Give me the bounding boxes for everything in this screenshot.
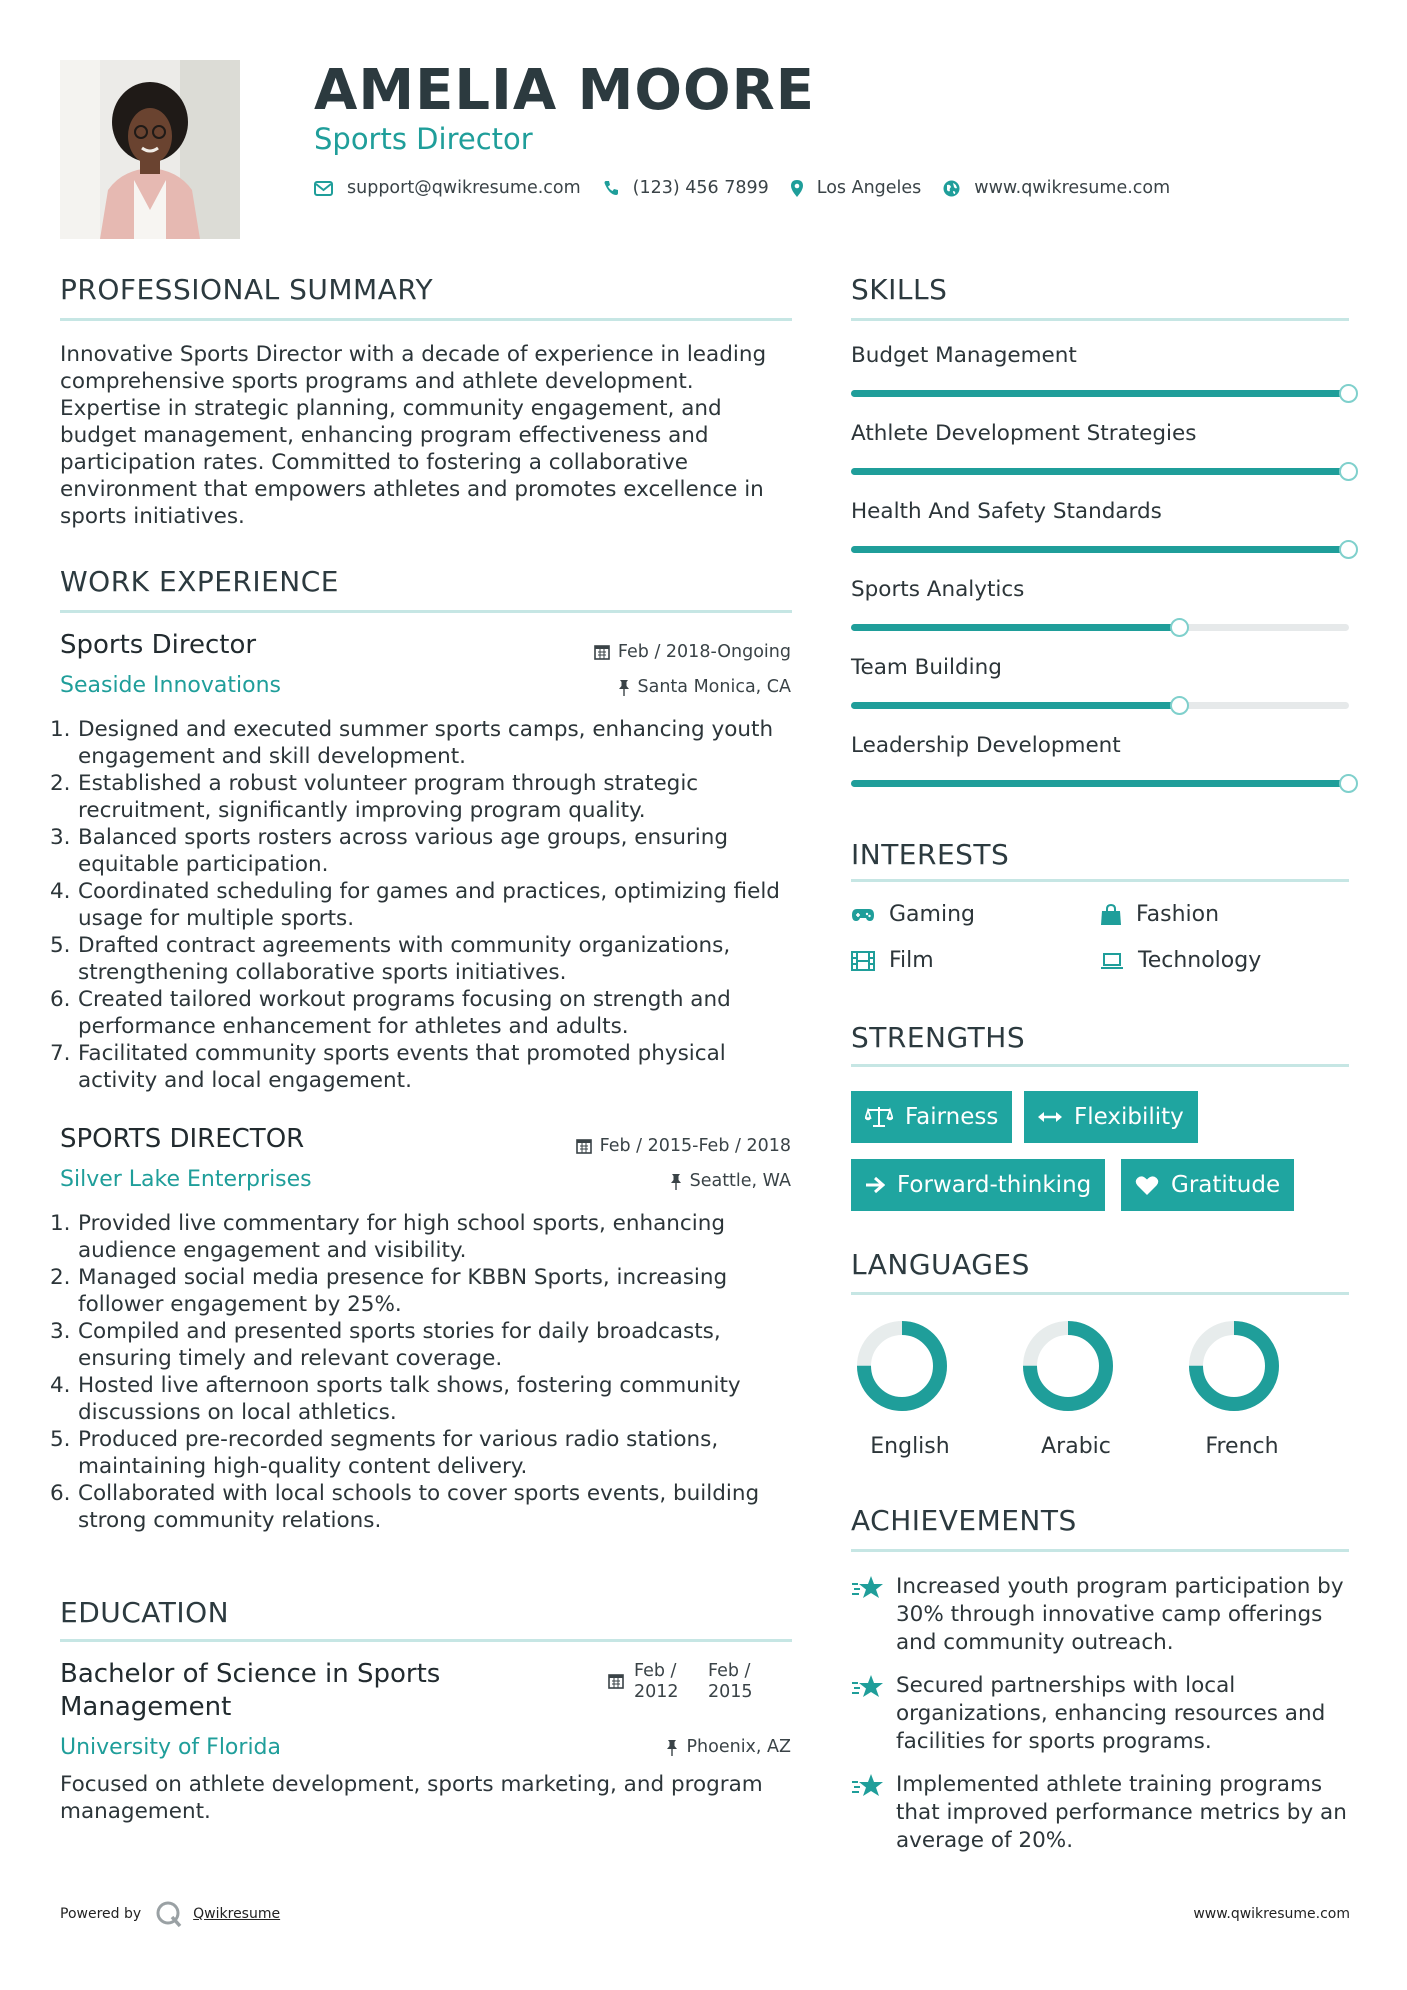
skill-bar-knob <box>1339 774 1358 793</box>
qwikresume-logo-icon <box>155 1900 183 1928</box>
company-name: Silver Lake Enterprises <box>60 1167 312 1192</box>
edu-location <box>666 1737 791 1757</box>
language-label: Arabic <box>1041 1434 1111 1459</box>
skill-bar-knob <box>1339 462 1358 481</box>
skill-bar-knob <box>1170 696 1189 715</box>
interest-label: Fashion <box>1136 902 1220 927</box>
list-item: 4. Coordinated scheduling for games and practices, optimizing field usage for multiple sports. <box>50 879 780 931</box>
company-name: Seaside Innovations <box>60 673 281 698</box>
calendar-icon <box>594 644 610 660</box>
edu-location-text: Phoenix, AZ <box>686 1737 791 1757</box>
achievement-item <box>851 1573 1361 1657</box>
contact-phone[interactable] <box>603 178 769 198</box>
bullet-text: Balanced sports rosters across various age groups, ensuring equitable participation. <box>78 825 729 877</box>
interest-item <box>851 902 975 927</box>
interest-label: Technology <box>1138 948 1262 973</box>
job-location-text: Santa Monica, CA <box>637 677 791 697</box>
job-date <box>576 1136 791 1156</box>
powered-by-text: Powered by <box>60 1906 142 1922</box>
phone-icon <box>603 180 619 196</box>
summary-heading: PROFESSIONAL SUMMARY <box>60 273 434 306</box>
summary-text: Innovative Sports Director with a decade of experience in leading comprehensive sports programs and athlete development. Expertise in strategic planning, community engagement, and budget management, enhancing program effectiveness and participation rates. Committed to fostering a collaborative environment that empowers athletes and promotes excellence in sports initiatives. <box>60 342 767 529</box>
job-date <box>594 642 791 662</box>
school-name: University of Florida <box>60 1735 281 1760</box>
footer-powered-by <box>60 1900 280 1928</box>
language-ring <box>1188 1320 1280 1412</box>
job-responsibilities <box>50 1210 792 1534</box>
skill-bar-fill <box>851 546 1349 553</box>
achievements-heading: ACHIEVEMENTS <box>851 1504 1077 1537</box>
list-item: 5. Drafted contract agreements with community organizations, strengthening collaborative sports initiatives. <box>50 933 731 985</box>
interests-rule <box>851 879 1349 882</box>
contact-bar <box>314 178 1192 198</box>
job-title: Sports Director <box>60 630 257 660</box>
edu-start-date: Feb / 2012 <box>634 1661 679 1702</box>
star-trophy-icon <box>851 1674 885 1700</box>
experience-heading: WORK EXPERIENCE <box>60 565 339 598</box>
achievements-rule <box>851 1549 1349 1552</box>
qwikresume-link[interactable]: Qwikresume <box>193 1906 281 1922</box>
job-title: SPORTS DIRECTOR <box>60 1124 305 1154</box>
laptop-icon <box>1100 952 1124 970</box>
calendar-icon <box>608 1673 624 1689</box>
degree-title: Bachelor of Science in Sports Management <box>60 1659 441 1722</box>
strength-label: Fairness <box>905 1104 999 1130</box>
language-ring <box>856 1320 948 1412</box>
skill-bar <box>851 624 1349 631</box>
education-description: Focused on athlete development, sports marketing, and program management. <box>60 1772 763 1824</box>
skill-bar-fill <box>851 468 1349 475</box>
list-item: 6. Collaborated with local schools to cover sports events, building strong community relations. <box>50 1481 760 1533</box>
strengths-heading: STRENGTHS <box>851 1021 1026 1054</box>
interest-item <box>1100 902 1219 927</box>
interest-item <box>1100 948 1261 973</box>
bullet-text: Provided live commentary for high school sports, enhancing audience engagement and visibility. <box>78 1211 725 1263</box>
achievement-item <box>851 1771 1361 1855</box>
star-trophy-icon <box>851 1773 885 1799</box>
skill-bar-fill <box>851 780 1349 787</box>
bullet-text: Managed social media presence for KBBN Sports, increasing follower engagement by 25%. <box>78 1265 728 1317</box>
bullet-text: Coordinated scheduling for games and practices, optimizing field usage for multiple sports. <box>78 879 780 931</box>
star-trophy-icon <box>851 1575 885 1601</box>
skill-bar <box>851 780 1349 787</box>
list-item: 5. Produced pre-recorded segments for various radio stations, maintaining high-quality content delivery. <box>50 1427 719 1479</box>
skill-label: Health And Safety Standards <box>851 499 1162 524</box>
skill-label: Sports Analytics <box>851 577 1025 602</box>
skill-bar-knob <box>1170 618 1189 637</box>
job-location <box>618 677 792 697</box>
strength-label: Gratitude <box>1171 1172 1281 1198</box>
skill-bar <box>851 468 1349 475</box>
map-pin-icon <box>791 180 803 197</box>
education-heading: EDUCATION <box>60 1596 230 1629</box>
interest-label: Film <box>889 948 934 973</box>
interests-heading: INTERESTS <box>851 838 1010 871</box>
skill-bar-knob <box>1339 384 1358 403</box>
job-location-text: Seattle, WA <box>689 1171 791 1191</box>
profile-photo <box>60 60 240 239</box>
skill-bar <box>851 546 1349 553</box>
contact-location <box>791 178 922 198</box>
calendar-icon <box>576 1138 592 1154</box>
bullet-text: Established a robust volunteer program through strategic recruitment, significantly improving program quality. <box>78 771 699 823</box>
bullet-text: Collaborated with local schools to cover sports events, building strong community relations. <box>78 1481 760 1533</box>
pushpin-icon <box>666 1739 678 1756</box>
bullet-text: Hosted live afternoon sports talk shows, fostering community discussions on local athletics. <box>78 1373 741 1425</box>
email-text: support@qwikresume.com <box>347 178 581 198</box>
strengths-rule <box>851 1064 1349 1067</box>
arrows-horizontal-icon <box>1038 1110 1062 1124</box>
shopping-bag-icon <box>1100 904 1122 926</box>
list-item: 2. Managed social media presence for KBBN Sports, increasing follower engagement by 25%. <box>50 1265 728 1317</box>
bullet-text: Designed and executed summer sports camps, enhancing youth engagement and skill development. <box>78 717 774 769</box>
pushpin-icon <box>618 679 630 696</box>
candidate-title: Sports Director <box>314 122 533 156</box>
bullet-text: Created tailored workout programs focusing on strength and performance enhancement for athletes and adults. <box>78 987 731 1039</box>
skills-heading: SKILLS <box>851 273 948 306</box>
list-item: 6. Created tailored workout programs focusing on strength and performance enhancement for athletes and adults. <box>50 987 731 1039</box>
balance-scale-icon <box>865 1106 893 1128</box>
heart-icon <box>1135 1175 1159 1196</box>
edu-end-date: Feb / 2015 <box>708 1661 753 1702</box>
interest-item <box>851 948 934 973</box>
job-responsibilities <box>50 716 792 1094</box>
job-location <box>670 1171 791 1191</box>
languages-rule <box>851 1292 1349 1295</box>
education-rule <box>60 1639 792 1642</box>
bullet-text: Drafted contract agreements with community organizations, strengthening collaborative sports initiatives. <box>78 933 731 985</box>
pushpin-icon <box>670 1173 682 1190</box>
achievement-item <box>851 1672 1361 1756</box>
film-icon <box>851 951 875 971</box>
skill-label: Budget Management <box>851 343 1077 368</box>
gamepad-icon <box>851 907 875 923</box>
envelope-icon <box>314 181 333 196</box>
skill-bar-fill <box>851 624 1180 631</box>
skill-bar <box>851 702 1349 709</box>
arrow-right-icon <box>865 1176 885 1194</box>
skill-bar-knob <box>1339 540 1358 559</box>
languages-heading: LANGUAGES <box>851 1248 1030 1281</box>
language-ring <box>1022 1320 1114 1412</box>
bullet-text: Produced pre-recorded segments for various radio stations, maintaining high-quality content delivery. <box>78 1427 719 1479</box>
achievement-text: Implemented athlete training programs that improved performance metrics by an average of 20%. <box>896 1772 1347 1853</box>
skill-bar-fill <box>851 702 1180 709</box>
list-item: 7. Facilitated community sports events that promoted physical activity and local engagement. <box>50 1041 726 1093</box>
strength-badge <box>851 1091 1012 1143</box>
strength-label: Flexibility <box>1074 1104 1184 1130</box>
skill-bar-fill <box>851 390 1349 397</box>
bullet-text: Compiled and presented sports stories for daily broadcasts, ensuring timely and relevant coverage. <box>78 1319 721 1371</box>
achievement-text: Secured partnerships with local organizations, enhancing resources and facilities for sports programs. <box>896 1673 1326 1754</box>
language-label: English <box>870 1434 950 1459</box>
globe-icon <box>943 180 960 197</box>
list-item: 2. Established a robust volunteer program through strategic recruitment, significantly improving program quality. <box>50 771 699 823</box>
summary-rule <box>60 318 792 321</box>
skill-label: Team Building <box>851 655 1002 680</box>
strength-badge <box>1024 1091 1198 1143</box>
skill-label: Athlete Development Strategies <box>851 421 1197 446</box>
list-item: 1. Provided live commentary for high school sports, enhancing audience engagement and visibility. <box>50 1211 725 1263</box>
candidate-name: AMELIA MOORE <box>314 58 815 123</box>
list-item: 4. Hosted live afternoon sports talk shows, fostering community discussions on local athletics. <box>50 1373 741 1425</box>
list-item: 3. Compiled and presented sports stories for daily broadcasts, ensuring timely and relevant coverage. <box>50 1319 721 1371</box>
list-item: 1. Designed and executed summer sports camps, enhancing youth engagement and skill development. <box>50 717 774 769</box>
skills-rule <box>851 318 1349 321</box>
contact-website[interactable] <box>943 178 1170 198</box>
website-text: www.qwikresume.com <box>974 178 1171 198</box>
footer-website[interactable]: www.qwikresume.com <box>1193 1906 1350 1922</box>
strength-badge <box>851 1159 1105 1211</box>
bullet-text: Facilitated community sports events that promoted physical activity and local engagement. <box>78 1041 726 1093</box>
language-label: French <box>1205 1434 1279 1459</box>
job-date-text: Feb / 2018-Ongoing <box>617 642 791 662</box>
phone-text: (123) 456 7899 <box>632 178 769 198</box>
skill-label: Leadership Development <box>851 733 1121 758</box>
strength-label: Forward-thinking <box>897 1172 1092 1198</box>
job-date-text: Feb / 2015-Feb / 2018 <box>599 1136 791 1156</box>
location-text: Los Angeles <box>816 178 922 198</box>
list-item: 3. Balanced sports rosters across various age groups, ensuring equitable participation. <box>50 825 729 877</box>
strength-badge <box>1121 1159 1294 1211</box>
interest-label: Gaming <box>889 902 975 927</box>
contact-email[interactable] <box>314 178 581 198</box>
skill-bar <box>851 390 1349 397</box>
experience-rule <box>60 610 792 613</box>
achievement-text: Increased youth program participation by 30% through innovative camp offerings and community outreach. <box>896 1574 1344 1655</box>
